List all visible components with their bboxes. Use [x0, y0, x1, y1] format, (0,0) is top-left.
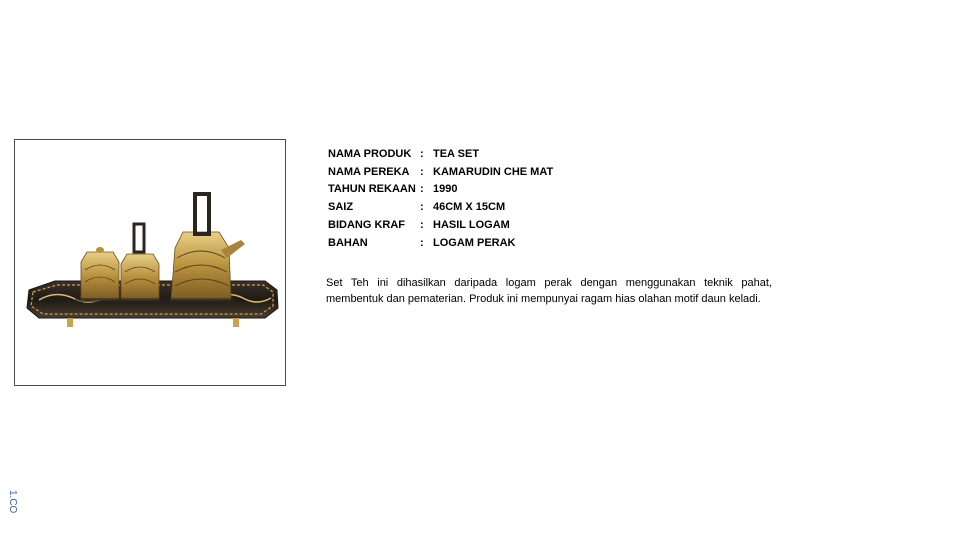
field-value: KAMARUDIN CHE MAT	[433, 165, 554, 178]
field-colon: :	[420, 165, 424, 178]
info-row	[326, 198, 553, 216]
tea-set-image	[15, 140, 285, 385]
info-row	[326, 181, 553, 199]
field-value: 1990	[433, 183, 458, 196]
field-value: HASIL LOGAM	[433, 219, 510, 232]
field-colon: :	[420, 219, 424, 232]
field-label: BIDANG KRAF	[328, 219, 405, 232]
product-photo-frame	[14, 139, 286, 386]
field-label: TAHUN REKAAN	[328, 183, 416, 196]
side-mark-text: 1.CO	[7, 490, 18, 514]
field-colon: :	[420, 236, 424, 249]
field-label: NAMA PEREKA	[328, 165, 410, 178]
field-colon: :	[420, 183, 424, 196]
field-label: BAHAN	[328, 236, 368, 249]
info-row	[326, 163, 553, 181]
info-row	[326, 234, 553, 252]
field-value: LOGAM PERAK	[433, 236, 516, 249]
product-info-table	[326, 145, 553, 252]
field-colon: :	[420, 147, 424, 160]
field-value: 46CM X 15CM	[433, 201, 506, 214]
field-colon: :	[420, 201, 424, 214]
field-value: TEA SET	[433, 147, 480, 160]
product-description: Set Teh ini dihasilkan daripada logam perak dengan menggunakan teknik pahat, membentuk dan pematerian. Produk ini mempunyai ragam hias olahan motif daun keladi.	[326, 277, 772, 305]
info-row	[326, 216, 553, 234]
field-label: NAMA PRODUK	[328, 147, 412, 160]
field-label: SAIZ	[328, 201, 354, 214]
info-row	[326, 145, 553, 163]
